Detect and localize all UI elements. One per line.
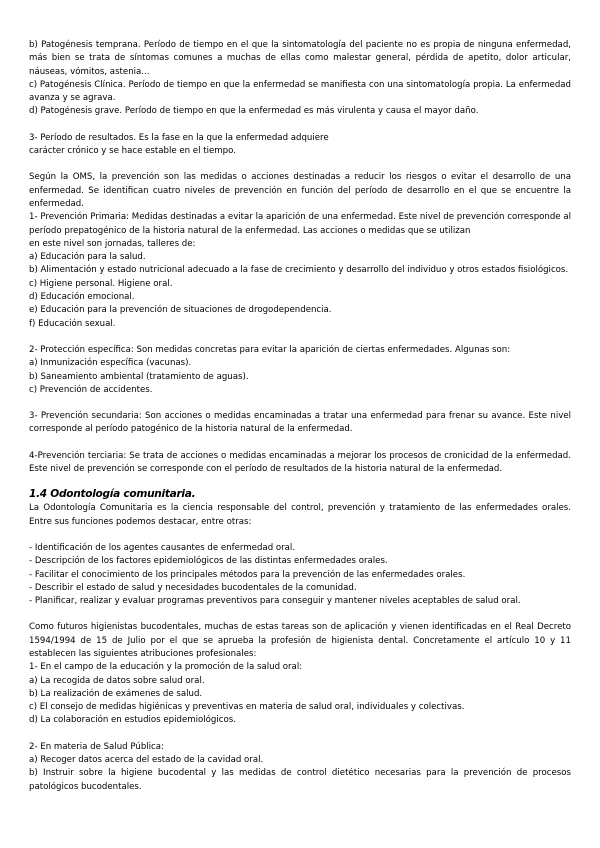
paragraph-spacer (29, 119, 571, 132)
paragraph-spacer (29, 608, 571, 621)
prevencion-secundaria: 3- Prevención secundaria: Son acciones o medidas encaminadas a tratar una enfermedad para frenar su avance. Este nivel corresponde al período patogénico de la historia natural de la enfermedad. (29, 411, 571, 435)
funcion-metodos: - Facilitar el conocimiento de los principales métodos para la prevención de las enfermedades orales. (29, 569, 466, 580)
paragraph-spacer (29, 331, 571, 344)
item-drogodependencia: e) Educación para la prevención de situaciones de drogodependencia. (29, 305, 332, 316)
prevencion-terciaria: 4-Prevención terciaria: Se trata de acciones o medidas encaminadas a mejorar los procesos de cronicidad de la enfermedad. Este nivel de prevención se corresponde con el período de resultados de la historia natural de la enfermedad. (29, 450, 571, 475)
paragraph-spacer (29, 397, 571, 410)
patogenesis-clinica: c) Patogénesis Clínica. Período de tiempo en que la enfermedad se manifiesta con una sintomatología propia. La enfermedad avanza y se agrava. (29, 79, 571, 104)
salud-publica: 2- En materia de Salud Pública: (29, 741, 164, 752)
paragraph-spacer (29, 476, 571, 487)
paragraph-spacer (29, 158, 571, 171)
paragraph-spacer (29, 728, 571, 741)
funcion-identificacion: - Identificación de los agentes causantes de enfermedad oral. (29, 542, 296, 553)
item-colaboracion: d) La colaboración en estudios epidemiológicos. (29, 715, 236, 726)
campo-educacion: 1- En el campo de la educación y la promoción de la salud oral: (29, 662, 303, 673)
item-educacion-salud: a) Educación para la salud. (29, 252, 146, 263)
item-consejo: c) El consejo de medidas higiénicas y preventivas en materia de salud oral, individuales y colectivas. (29, 702, 465, 713)
item-higiene: c) Higiene personal. Higiene oral. (29, 278, 173, 289)
item-saneamiento: b) Saneamiento ambiental (tratamiento de aguas). (29, 371, 249, 382)
item-recogida-datos: a) La recogida de datos sobre salud oral. (29, 675, 205, 686)
item-educacion-emocional: d) Educación emocional. (29, 292, 135, 303)
prevencion-primaria: 1- Prevención Primaria: Medidas destinadas a evitar la aparición de una enfermedad. Este nivel de prevención corresponde al período prepatogénico de la historia natural de la enfermedad. Las acciones o medidas que se utilizan (29, 212, 571, 236)
item-inmunizacion: a) Inmunización específica (vacunas). (29, 358, 192, 369)
paragraph-spacer (29, 437, 571, 450)
document-page (29, 39, 571, 794)
funcion-estado-salud: - Describir el estado de salud y necesidades bucodentales de la comunidad. (29, 582, 357, 593)
item-educacion-sexual: f) Educación sexual. (29, 318, 116, 329)
item-recoger-datos: a) Recoger datos acerca del estado de la cavidad oral. (29, 755, 264, 766)
periodo-resultados-2: carácter crónico y se hace estable en el tiempo. (29, 146, 236, 157)
funcion-descripcion: - Descripción de los factores epidemiológicos de las distintas enfermedades orales. (29, 556, 388, 567)
funcion-planificar: - Planificar, realizar y evaluar programas preventivos para conseguir y mantener niveles aceptables de salud oral. (29, 596, 521, 607)
item-instruir: b) Instruir sobre la higiene bucodental y las medidas de control dietético necesarias para la prevención de procesos patológicos bucodentales. (29, 768, 571, 792)
patogenesis-temprana: b) Patogénesis temprana. Período de tiempo en el que la sintomatología del paciente no es propia de ninguna enfermedad, más bien se trata de síntomas comunes a muchas de ellas como malestar general, pérdida de apetito, dolor articular, náuseas, vómitos, astenia... (29, 40, 571, 77)
oms-prevencion: Según la OMS, la prevención son las medidas o acciones destinadas a reducir los riesgos o evitar el desarrollo de una enfermedad. Se identifican cuatro niveles de prevención en función del período de desarrollo en el que se encuentre la enfermedad. (29, 172, 571, 209)
section-heading: 1.4 Odontología comunitaria. (29, 488, 196, 501)
patogenesis-grave: d) Patogénesis grave. Período de tiempo en que la enfermedad es más virulenta y causa el mayor daño. (29, 106, 479, 117)
odontologia-def: La Odontología Comunitaria es la ciencia responsable del control, prevención y tratamiento de las enfermedades orales. Entre sus funciones podemos destacar, entre otras: (29, 503, 571, 527)
proteccion-especifica: 2- Protección específica: Son medidas concretas para evitar la aparición de ciertas enfermedades. Algunas son: (29, 344, 511, 355)
higienistas: Como futuros higienistas bucodentales, muchas de estas tareas son de aplicación y vienen identificadas en el Real Decreto 1594/1994 de 15 de Julio por el que se aprueba la profesión de higienista dental. Concretamente el artículo 10 y 11 establecen las siguientes atribuciones profesionales: (29, 622, 571, 659)
periodo-resultados-1: 3- Período de resultados. Es la fase en la que la enfermedad adquiere (29, 132, 329, 143)
item-alimentacion: b) Alimentación y estado nutricional adecuado a la fase de crecimiento y desarrollo del individuo y otros estados fisiológicos. (29, 265, 569, 276)
paragraph-spacer (29, 529, 571, 542)
prevencion-primaria-cont: en este nivel son jornadas, talleres de: (29, 238, 196, 249)
item-accidentes: c) Prevención de accidentes. (29, 384, 153, 395)
item-examenes: b) La realización de exámenes de salud. (29, 688, 203, 699)
